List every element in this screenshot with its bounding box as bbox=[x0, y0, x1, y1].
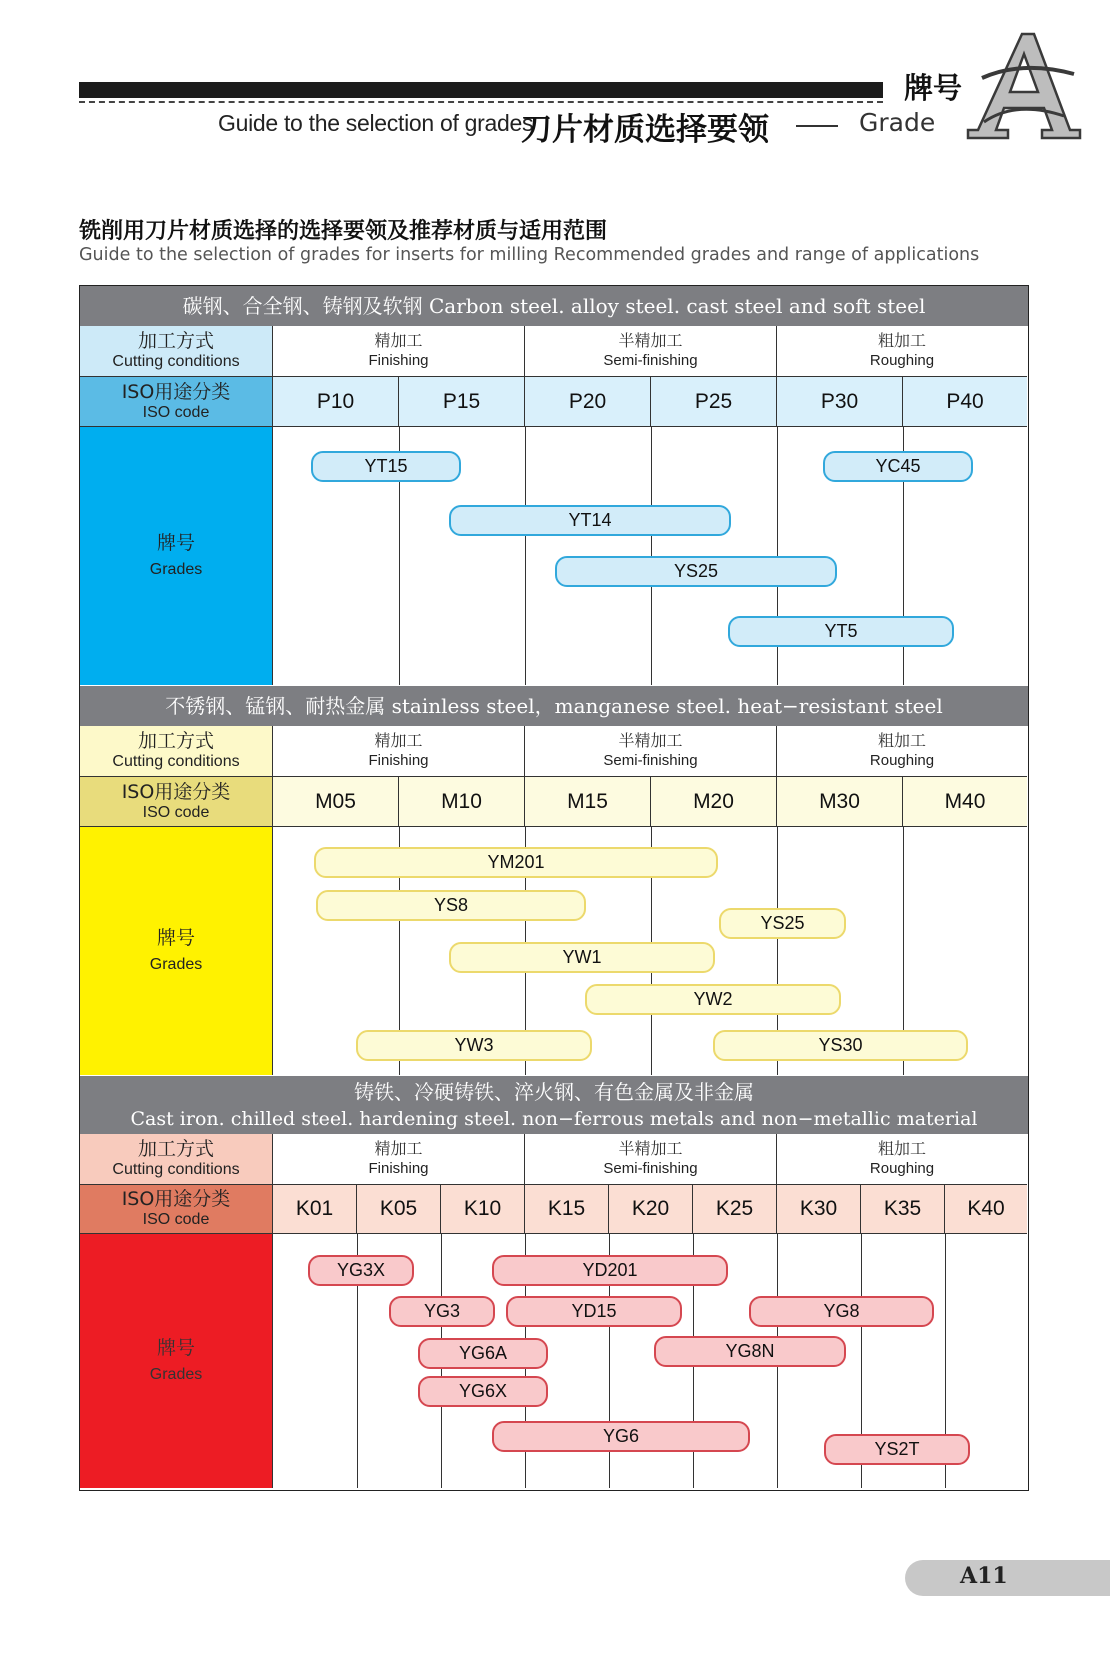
iso-code: M40 bbox=[944, 789, 986, 813]
iso-code-cell bbox=[903, 377, 1027, 427]
brand-letter-a-logo bbox=[962, 30, 1082, 142]
cond-cn: 半精加工 bbox=[618, 1139, 683, 1158]
label-en: ISO code bbox=[142, 1211, 210, 1228]
band-line-2: Cast iron. chilled steel. hardening steel. non−ferrous metals and non−metallic material bbox=[130, 1108, 978, 1130]
grade-pill-yg8n: YG8N bbox=[654, 1336, 846, 1367]
grade-pill-yw3: YW3 bbox=[356, 1030, 592, 1061]
iso-code: K30 bbox=[799, 1197, 838, 1220]
cond-en: Roughing bbox=[869, 352, 935, 369]
grades-label bbox=[80, 827, 273, 1075]
iso-code-cell bbox=[399, 377, 525, 427]
condition-roughing bbox=[777, 326, 1027, 377]
grade-pill-yw1: YW1 bbox=[449, 942, 715, 973]
iso-code: K40 bbox=[967, 1197, 1005, 1220]
grade-table-k bbox=[79, 1076, 1029, 1491]
label-en: ISO code bbox=[142, 803, 210, 821]
grade-pill-yg6a: YG6A bbox=[418, 1338, 548, 1369]
iso-code-label bbox=[80, 377, 273, 427]
iso-code-label bbox=[80, 777, 273, 827]
label-en: Cutting conditions bbox=[112, 353, 240, 370]
grade-pill-yg3: YG3 bbox=[389, 1296, 495, 1327]
header-paihao: 牌号 bbox=[904, 71, 963, 105]
table-band: 碳钢、合全钢、铸钢及软钢 Carbon steel. alloy steel. cast steel and soft steel bbox=[80, 286, 1028, 326]
header-title-en: Guide to the selection of grades bbox=[218, 110, 534, 136]
iso-code-cell bbox=[861, 1185, 945, 1234]
table-band bbox=[80, 1076, 1028, 1134]
label-en: ISO code bbox=[142, 403, 210, 421]
grade-pill-yt5: YT5 bbox=[728, 616, 954, 647]
grade-pill-yw2: YW2 bbox=[585, 984, 841, 1015]
iso-code-cell bbox=[777, 377, 903, 427]
cond-en: Finishing bbox=[368, 1160, 429, 1177]
label-cn: 加工方式 bbox=[137, 1138, 214, 1160]
grade-pill-ys30: YS30 bbox=[713, 1030, 968, 1061]
label-cn: ISO用途分类 bbox=[121, 1188, 231, 1210]
condition-roughing bbox=[777, 726, 1027, 777]
iso-code: K15 bbox=[547, 1197, 586, 1220]
grade-table-p bbox=[79, 285, 1029, 687]
iso-code: P10 bbox=[316, 389, 355, 413]
label-en: Grades bbox=[149, 956, 203, 973]
iso-code: K20 bbox=[631, 1197, 670, 1220]
iso-code-cell bbox=[777, 777, 903, 827]
band-line-1: 铸铁、冷硬铸铁、淬火钢、有色金属及非金属 bbox=[354, 1080, 754, 1104]
label-cn: 加工方式 bbox=[137, 730, 214, 752]
label-cn: ISO用途分类 bbox=[121, 380, 231, 403]
label-en: Grades bbox=[149, 561, 203, 578]
cond-en: Finishing bbox=[368, 352, 429, 369]
grade-table-m bbox=[79, 686, 1029, 1077]
iso-code-cell bbox=[651, 777, 777, 827]
grade-pill-yd15: YD15 bbox=[506, 1296, 682, 1327]
iso-code-cell bbox=[945, 1185, 1027, 1234]
grade-pill-yc45: YC45 bbox=[823, 451, 973, 482]
cond-en: Finishing bbox=[368, 752, 429, 769]
label-en: Grades bbox=[149, 1366, 203, 1383]
grade-pill-ys25: YS25 bbox=[555, 556, 837, 587]
iso-code: P40 bbox=[946, 389, 984, 413]
iso-code: M05 bbox=[315, 789, 356, 813]
header-title-cn: 刀片材质选择要领 bbox=[521, 112, 769, 148]
iso-code-label bbox=[80, 1185, 273, 1234]
iso-code-cell bbox=[903, 777, 1027, 827]
cond-en: Roughing bbox=[869, 1160, 935, 1177]
header-bar bbox=[79, 82, 883, 98]
iso-code-cell bbox=[441, 1185, 525, 1234]
grade-pill-ys25: YS25 bbox=[719, 908, 846, 939]
grade-pill-ym201: YM201 bbox=[314, 847, 718, 878]
label-en: Cutting conditions bbox=[112, 753, 240, 770]
iso-code: M30 bbox=[819, 789, 860, 813]
grade-pill-yd201: YD201 bbox=[492, 1255, 728, 1286]
condition-semi-finishing bbox=[525, 726, 777, 777]
iso-code-cell bbox=[693, 1185, 777, 1234]
iso-code-cell bbox=[273, 377, 399, 427]
cond-cn: 精加工 bbox=[374, 1139, 423, 1158]
iso-code-cell bbox=[525, 377, 651, 427]
cutting-conditions-label bbox=[80, 326, 273, 377]
grade-pill-yt14: YT14 bbox=[449, 505, 731, 536]
label-cn: ISO用途分类 bbox=[121, 780, 231, 803]
label-cn: 牌号 bbox=[156, 1337, 195, 1359]
grade-pill-yg6: YG6 bbox=[492, 1421, 750, 1452]
iso-code: K35 bbox=[883, 1197, 922, 1220]
cond-en: Semi-finishing bbox=[603, 1160, 698, 1177]
condition-finishing bbox=[273, 1134, 525, 1185]
grade-pill-yt15: YT15 bbox=[311, 451, 461, 482]
cond-en: Roughing bbox=[869, 752, 935, 769]
iso-code-cell bbox=[399, 777, 525, 827]
cond-cn: 粗加工 bbox=[877, 1139, 926, 1158]
iso-code-cell bbox=[273, 777, 399, 827]
iso-code: K10 bbox=[463, 1197, 502, 1220]
section-title-cn: 铣削用刀片材质选择的选择要领及推荐材质与适用范围 bbox=[79, 219, 608, 244]
label-en: Cutting conditions bbox=[112, 1161, 240, 1178]
grade-pill-yg8: YG8 bbox=[749, 1296, 934, 1327]
iso-code: P25 bbox=[694, 389, 733, 413]
iso-code: P15 bbox=[442, 389, 481, 413]
label-cn: 加工方式 bbox=[137, 330, 214, 352]
cond-cn: 半精加工 bbox=[618, 731, 683, 750]
condition-semi-finishing bbox=[525, 326, 777, 377]
header-grade-label: Grade bbox=[859, 108, 936, 137]
cond-cn: 半精加工 bbox=[618, 331, 683, 350]
iso-code: M10 bbox=[441, 789, 482, 813]
iso-code: M15 bbox=[567, 789, 608, 813]
grid-line bbox=[525, 427, 526, 685]
iso-code: P30 bbox=[820, 389, 859, 413]
cutting-conditions-label bbox=[80, 726, 273, 777]
grade-pill-yg3x: YG3X bbox=[308, 1255, 414, 1286]
grade-pill-ys2t: YS2T bbox=[824, 1434, 970, 1465]
grades-label bbox=[80, 1234, 273, 1488]
iso-code: M20 bbox=[693, 789, 734, 813]
iso-code-cell bbox=[525, 777, 651, 827]
cond-en: Semi-finishing bbox=[603, 752, 698, 769]
iso-code: K01 bbox=[295, 1197, 334, 1220]
cond-cn: 粗加工 bbox=[877, 331, 926, 350]
cond-cn: 粗加工 bbox=[877, 731, 926, 750]
iso-code-cell bbox=[777, 1185, 861, 1234]
cond-cn: 精加工 bbox=[374, 731, 423, 750]
condition-roughing bbox=[777, 1134, 1027, 1185]
iso-code-cell bbox=[609, 1185, 693, 1234]
header-separator bbox=[796, 125, 838, 127]
label-cn: 牌号 bbox=[156, 927, 195, 949]
cutting-conditions-label bbox=[80, 1134, 273, 1185]
cond-cn: 精加工 bbox=[374, 331, 423, 350]
grade-pill-yg6x: YG6X bbox=[418, 1376, 548, 1407]
iso-code: K25 bbox=[715, 1197, 754, 1220]
section-title-en: Guide to the selection of grades for inserts for milling Recommended grades and range of applications bbox=[79, 245, 980, 265]
header-dashed-line bbox=[79, 101, 883, 103]
cond-en: Semi-finishing bbox=[603, 352, 698, 369]
label-cn: 牌号 bbox=[156, 532, 195, 554]
iso-code-cell bbox=[357, 1185, 441, 1234]
condition-finishing bbox=[273, 726, 525, 777]
page-number: A11 bbox=[960, 1563, 1008, 1589]
iso-code-cell bbox=[525, 1185, 609, 1234]
iso-code-cell bbox=[651, 377, 777, 427]
table-band: 不锈钢、锰钢、耐热金属 stainless steel，manganese steel. heat−resistant steel bbox=[80, 686, 1028, 726]
condition-semi-finishing bbox=[525, 1134, 777, 1185]
iso-code: P20 bbox=[568, 389, 607, 413]
iso-code-cell bbox=[273, 1185, 357, 1234]
grade-pill-ys8: YS8 bbox=[316, 890, 586, 921]
condition-finishing bbox=[273, 326, 525, 377]
iso-code: K05 bbox=[379, 1197, 418, 1220]
grades-label bbox=[80, 427, 273, 685]
